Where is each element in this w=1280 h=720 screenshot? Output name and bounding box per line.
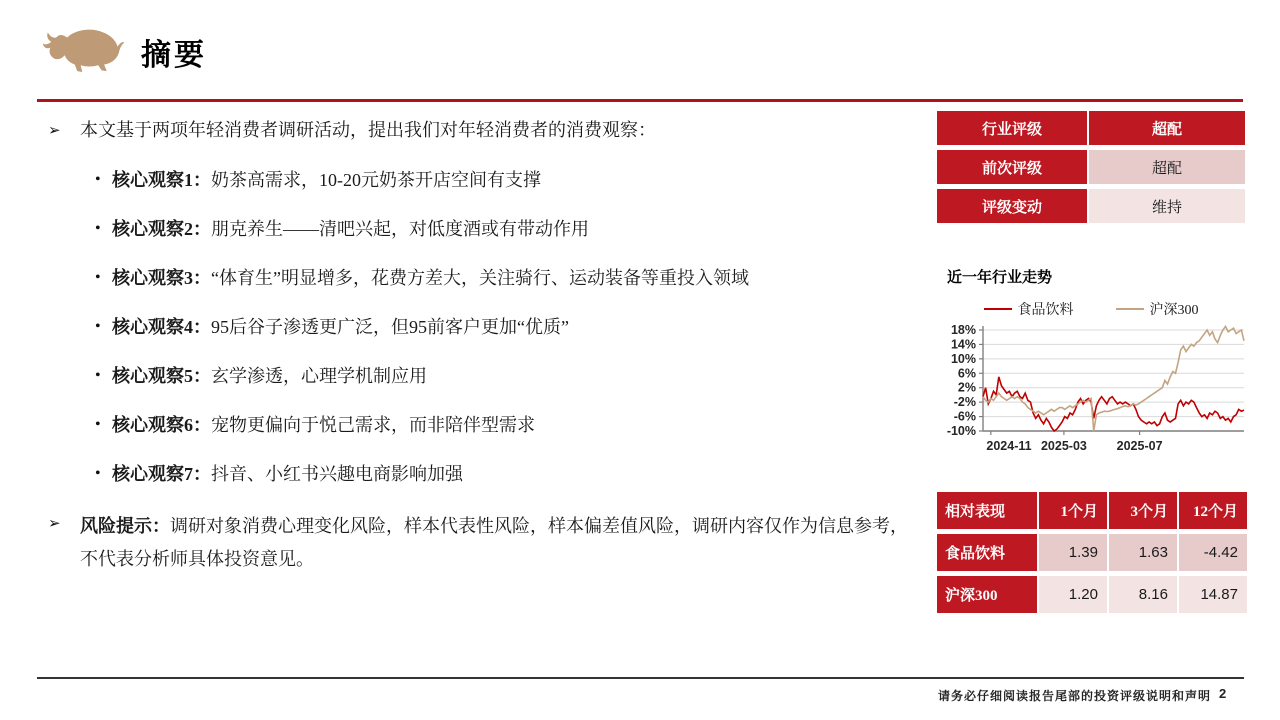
chart-title: 近一年行业走势 — [947, 270, 1053, 286]
observation-list — [48, 167, 920, 487]
bull-logo-icon — [42, 24, 126, 78]
observation-item-2 — [95, 216, 920, 242]
page-title: 摘要 — [141, 39, 207, 72]
perf-value-cell: 1.20 — [1039, 576, 1107, 613]
rating-label: 评级变动 — [937, 189, 1087, 223]
svg-text:-10%: -10% — [946, 424, 976, 438]
perf-value-cell: 14.87 — [1179, 576, 1247, 613]
svg-text:2024-11: 2024-11 — [986, 439, 1032, 453]
perf-value-cell: 8.16 — [1109, 576, 1177, 613]
svg-text:18%: 18% — [950, 323, 976, 337]
page-number: 2 — [1219, 686, 1227, 701]
dot-bullet-icon: • — [95, 465, 101, 482]
observation-text: 核心观察2：朋克养生——清吧兴起，对低度酒或有带动作用 — [112, 219, 589, 239]
risk-notice — [48, 510, 920, 576]
rating-label: 行业评级 — [937, 111, 1087, 145]
arrow-bullet-icon: ➢ — [48, 514, 61, 532]
perf-header-row — [937, 492, 1245, 529]
observation-text: 核心观察1：奶茶高需求，10-20元奶茶开店空间有支撑 — [112, 170, 541, 190]
perf-header-cell: 3个月 — [1109, 492, 1177, 529]
dot-bullet-icon: • — [95, 367, 101, 384]
legend-label: 沪深300 — [1149, 303, 1199, 318]
svg-text:14%: 14% — [950, 337, 976, 352]
svg-text:6%: 6% — [957, 366, 976, 381]
perf-header-cell: 相对表现 — [937, 492, 1037, 529]
relative-performance-table — [937, 492, 1245, 618]
perf-value-cell: -4.42 — [1179, 534, 1247, 571]
svg-text:2025-03: 2025-03 — [1040, 439, 1087, 453]
rating-label: 前次评级 — [937, 150, 1087, 184]
observation-text: 核心观察7：抖音、小红书兴趣电商影响加强 — [112, 464, 463, 484]
observation-item-5 — [95, 363, 920, 389]
chart-legend — [935, 299, 1247, 319]
perf-value-cell: 1.39 — [1039, 534, 1107, 571]
svg-text:2%: 2% — [957, 380, 976, 395]
rating-row-3 — [937, 189, 1245, 223]
observation-text: 核心观察6：宠物更偏向于悦己需求，而非陪伴型需求 — [112, 415, 535, 435]
perf-header-cell: 12个月 — [1179, 492, 1247, 529]
header-divider — [37, 99, 1243, 102]
rating-row-2 — [937, 150, 1245, 184]
observation-item-4 — [95, 314, 920, 340]
rating-value: 超配 — [1089, 150, 1245, 184]
legend-entry-2 — [1116, 299, 1199, 319]
svg-text:2025-07: 2025-07 — [1116, 439, 1163, 453]
observation-item-3 — [95, 265, 920, 291]
observation-text: 核心观察3：“体育生”明显增多，花费方差大，关注骑行、运动装备等重投入领域 — [112, 268, 749, 288]
perf-value-cell: 1.63 — [1109, 534, 1177, 571]
footer-disclaimer: 请务必仔细阅读报告尾部的投资评级说明和声明 — [938, 689, 1212, 703]
summary-lead — [48, 117, 920, 143]
observation-item-6 — [95, 412, 920, 438]
rating-value: 超配 — [1089, 111, 1245, 145]
dot-bullet-icon: • — [95, 318, 101, 335]
arrow-bullet-icon: ➢ — [48, 121, 61, 139]
observation-item-1 — [95, 167, 920, 193]
footer-divider — [37, 677, 1244, 679]
rating-value: 维持 — [1089, 189, 1245, 223]
perf-row-2 — [937, 576, 1245, 613]
legend-entry-1 — [984, 299, 1074, 319]
summary-lead-text: 本文基于两项年轻消费者调研活动，提出我们对年轻消费者的消费观察： — [80, 120, 656, 140]
perf-row-1 — [937, 534, 1245, 571]
industry-trend-chart — [935, 318, 1247, 460]
perf-header-cell: 1个月 — [1039, 492, 1107, 529]
rating-table — [937, 111, 1245, 228]
observation-text: 核心观察5：玄学渗透，心理学机制应用 — [112, 366, 427, 386]
legend-line-icon — [1116, 308, 1144, 310]
risk-prefix: 风险提示： — [80, 516, 170, 536]
dot-bullet-icon: • — [95, 269, 101, 286]
rating-row-1 — [937, 111, 1245, 145]
risk-text — [80, 510, 918, 576]
observation-text: 核心观察4：95后谷子渗透更广泛，但95前客户更加“优质” — [112, 317, 569, 337]
legend-line-icon — [984, 308, 1012, 310]
perf-row-label: 食品饮料 — [937, 534, 1037, 571]
svg-text:-2%: -2% — [953, 395, 976, 410]
legend-label: 食品饮料 — [1017, 303, 1074, 318]
dot-bullet-icon: • — [95, 220, 101, 237]
svg-text:-6%: -6% — [953, 409, 976, 424]
perf-row-label: 沪深300 — [937, 576, 1037, 613]
risk-body: 调研对象消费心理变化风险，样本代表性风险，样本偏差值风险，调研内容仅作为信息参考，不代表分析师具体投资意见。 — [80, 516, 908, 569]
svg-text:10%: 10% — [950, 351, 976, 366]
series-食品饮料 — [983, 377, 1244, 431]
dot-bullet-icon: • — [95, 416, 101, 433]
dot-bullet-icon: • — [95, 171, 101, 188]
summary-content — [48, 117, 920, 576]
observation-item-7 — [95, 461, 920, 487]
